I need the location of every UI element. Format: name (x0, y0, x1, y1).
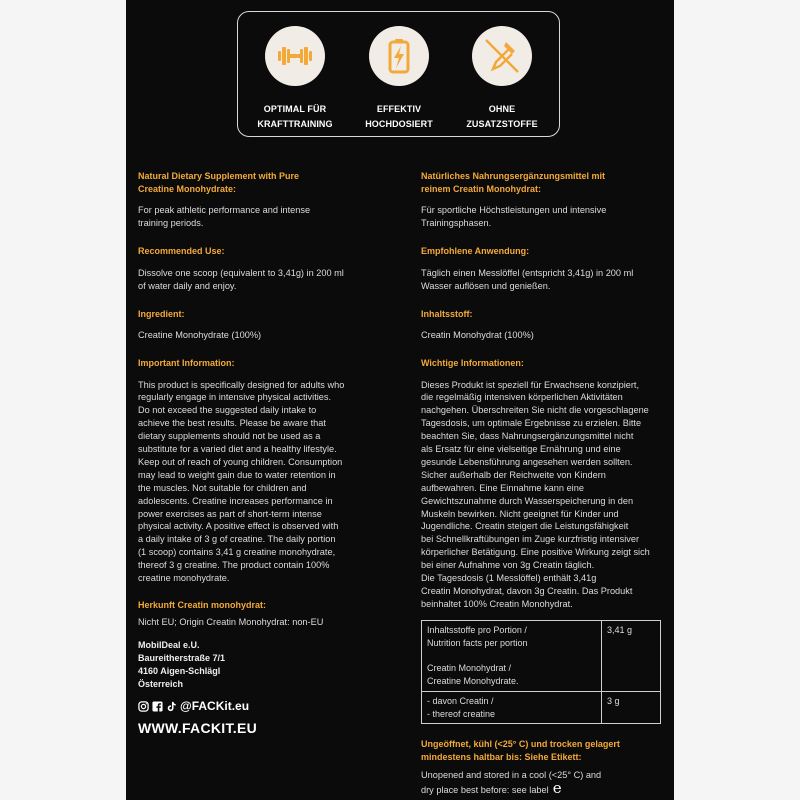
feature-badges (237, 11, 560, 137)
wichtige-info-text: Dieses Produkt ist speziell für Erwachsene konzipiert, die regelmäßig intensiven körperlichen Aktivitäten nachgehen. Überschreiten Sie nicht die vorgeschlagene Tagesdosis, um optimale Ergebnisse zu erzielen. Bitte beachten Sie, dass Nahrungsergänzungsmittel nicht als Ersatz für eine vielseitige Ernährung und eine gesunde Lebensführung angesehen werden sollten. Sicher außerhalb der Reichweite von Kindern aufbewahren. Eine Einnahme kann eine Gewichtszunahme durch Wasserspeicherung in den Muskeln bewirken. Nicht geeignet für Kinder und Jugendliche. Creatin steigert die Leistungsfähigkeit bei Schnellkraftübungen im Zuge kurzfristig intensiver körperlicher Betätigung. Eine positive Wirkung zeigt sich bei einer Aufnahme von 3g Creatin täglich. Die Tagesdosis (1 Messlöffel) enthält 3,41g Creatin Monohydrat, davon 3g Creatin. Das Produkt beinhaltet 100% Creatin Monohydrat. (421, 379, 650, 609)
no-additives-icon (482, 36, 522, 76)
badge-circle (472, 26, 532, 86)
german-title: Natürliches Nahrungsergänzungsmittel mit reinem Creatin Monohydrat: (421, 171, 606, 194)
table-row (422, 691, 661, 724)
company-address: MobilDeal e.U. Baureitherstraße 7/1 4160 Aigen-Schlägl Österreich (138, 639, 226, 690)
dumbbell-icon (275, 36, 315, 76)
facebook-icon (152, 701, 163, 712)
product-label-panel (126, 0, 674, 800)
important-info-heading: Important Information: (138, 358, 235, 368)
recommended-use-heading: Recommended Use: (138, 246, 225, 256)
badge-no-additives (452, 26, 552, 132)
recommended-use-text: Dissolve one scoop (equivalent to 3,41g) in 200 ml of water daily and enjoy. (138, 267, 344, 291)
badge-line2: KRAFTTRAINING (257, 119, 333, 129)
social-row (138, 699, 370, 713)
nutrition-label: Inhaltsstoffe pro Portion / Nutrition facts per portion Creatin Monohydrat / Creatine Monohydrate. (422, 620, 602, 691)
english-column (138, 170, 370, 736)
important-info-text: This product is specifically designed for adults who regularly engage in intensive physical activities. Do not exceed the suggested daily intake to achieve the best results. Please be aware that dietary supplements should not be used as a substitute for a varied diet and a healthy lifestyle. Keep out of reach of young children. Consumption may lead to weight gain due to water retention in the muscles. Not suitable for children and adolescents. Creatine increases performance in power exercises as part of short-term intense physical activity. A positive effect is observed with a daily intake of 3 g of creatine. The daily portion (1 scoop) contains 3,41 g creatine monohydrate, thereof 3 g creatine. The product contain 100% creatine monohydrate. (138, 379, 345, 584)
badge-line2: ZUSATZSTOFFE (466, 119, 538, 129)
ingredient-text: Creatine Monohydrate (100%) (138, 330, 262, 340)
origin-text: Nicht EU; Origin Creatin Monohydrat: non-EU (138, 616, 324, 627)
website-link[interactable]: WWW.FACKIT.EU (138, 720, 257, 737)
empfohlene-anwendung-text: Täglich einen Messlöffel (entspricht 3,41g) in 200 ml Wasser auflösen und genießen. (421, 267, 634, 291)
badge-high-dosage (349, 26, 449, 132)
badge-circle (369, 26, 429, 86)
german-intro: Für sportliche Höchstleistungen und intensive Trainingsphasen. (421, 205, 607, 228)
badge-line1: OHNE (488, 104, 516, 114)
origin-heading: Herkunft Creatin monohydrat: (138, 600, 267, 610)
nutrition-value: 3,41 g (602, 620, 661, 691)
ingredient-heading: Ingredient: (138, 308, 185, 319)
badge-line2: HOCHDOSIERT (365, 119, 433, 129)
nutrition-label: - davon Creatin / - thereof creatine (422, 691, 602, 724)
battery-icon (379, 36, 419, 76)
english-title: Natural Dietary Supplement with Pure Creatine Monohydrate: (138, 171, 300, 194)
english-intro: For peak athletic performance and intense training periods. (138, 205, 311, 228)
badge-strength-training (245, 26, 345, 132)
inhaltsstoff-heading: Inhaltsstoff: (421, 308, 473, 319)
inhaltsstoff-text: Creatin Monohydrat (100%) (421, 330, 534, 340)
tiktok-icon (166, 701, 177, 712)
social-handle[interactable]: @FACKit.eu (180, 699, 250, 714)
empfohlene-anwendung-heading: Empfohlene Anwendung: (421, 246, 530, 256)
badge-line1: EFFEKTIV (376, 104, 422, 114)
wichtige-info-heading: Wichtige Informationen: (421, 358, 524, 368)
badge-circle (265, 26, 325, 86)
nutrition-table (421, 620, 661, 725)
estimated-sign-mark: e (552, 779, 562, 798)
nutrition-value: 3 g (602, 691, 661, 724)
instagram-icon (138, 701, 149, 712)
table-row (422, 620, 661, 691)
german-column (421, 170, 666, 797)
storage-heading: Ungeöffnet, kühl (<25° C) und trocken gelagert mindestens haltbar bis: Siehe Etikett: (421, 739, 620, 762)
storage-text: Unopened and stored in a cool (<25° C) and dry place best before: see label (421, 770, 602, 796)
badge-line1: OPTIMAL FÜR (263, 104, 327, 114)
